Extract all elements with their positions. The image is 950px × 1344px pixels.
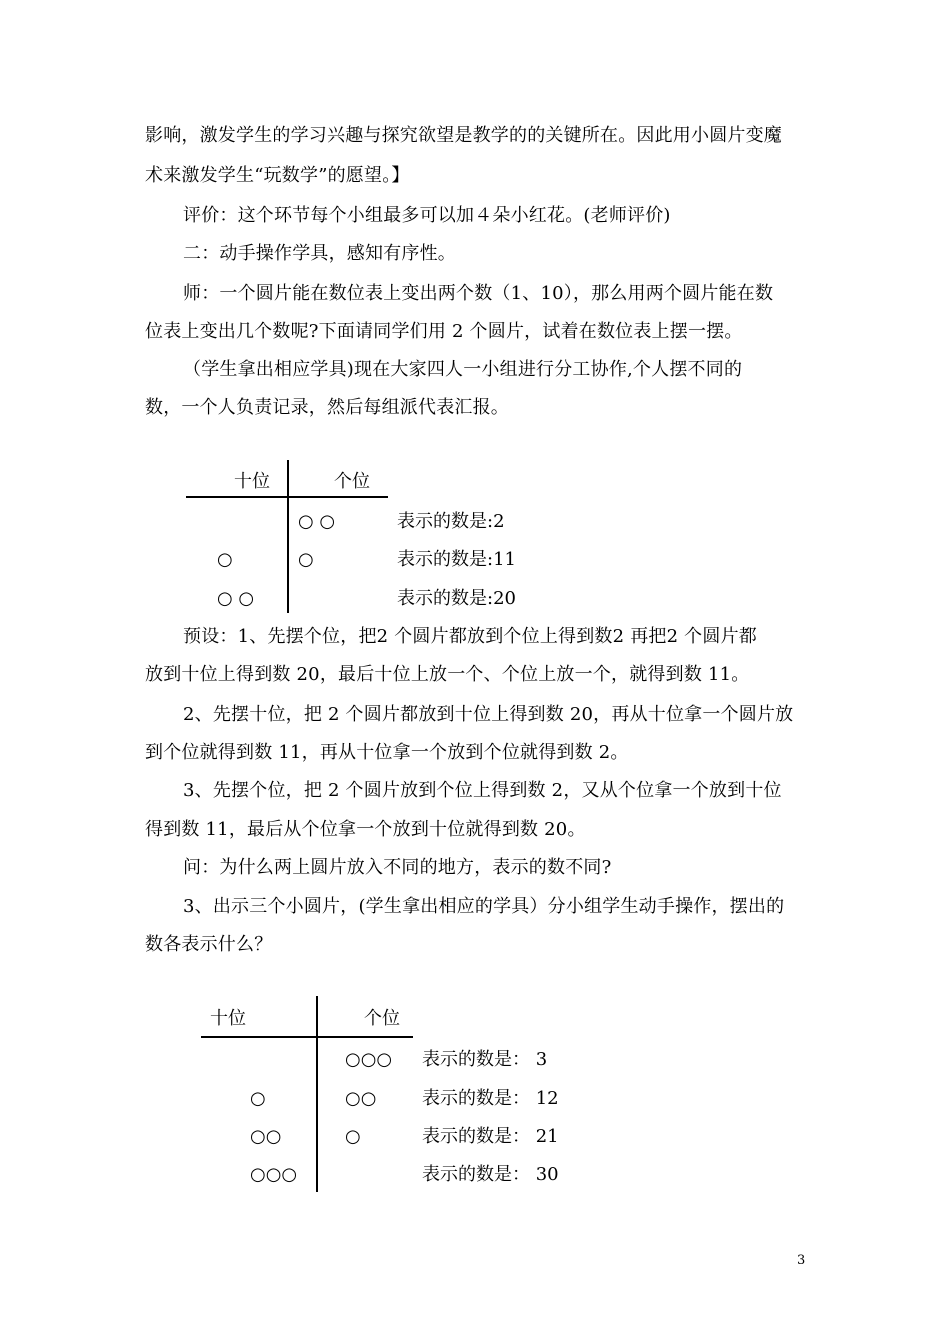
- question-paragraph: 问：为什么两上圆片放入不同的地方，表示的数不同?: [183, 857, 612, 878]
- ones-circles: ○ ○: [298, 511, 336, 532]
- number-label: 表示的数是： 30: [422, 1164, 559, 1185]
- paragraph-line: 放到十位上得到数 20，最后十位上放一个、个位上放一个，就得到数 11。: [145, 664, 750, 685]
- table-header-divider: [186, 496, 388, 498]
- tens-circles: ○: [250, 1088, 266, 1109]
- ones-circles: ○○○: [345, 1049, 393, 1070]
- number-label: 表示的数是： 12: [422, 1088, 559, 1109]
- table-header-divider: [201, 1036, 413, 1038]
- header-tens: 十位: [234, 471, 270, 492]
- tens-circles: ○○: [250, 1126, 282, 1147]
- table-vertical-divider: [316, 996, 318, 1192]
- paragraph-line: 位表上变出几个数呢?下面请同学们用 2 个圆片，试着在数位表上摆一摆。: [145, 321, 743, 342]
- ones-circles: ○: [345, 1126, 361, 1147]
- paragraph-line: 得到数 11，最后从个位拿一个放到十位就得到数 20。: [145, 819, 586, 840]
- header-tens: 十位: [210, 1008, 246, 1029]
- paragraph-line: 2、先摆十位，把 2 个圆片都放到十位上得到数 20，再从十位拿一个圆片放: [183, 704, 794, 725]
- number-label: 表示的数是： 21: [422, 1126, 559, 1147]
- header-ones: 个位: [334, 471, 370, 492]
- table-vertical-divider: [287, 460, 289, 613]
- ones-circles: ○○: [345, 1088, 377, 1109]
- tens-circles: ○ ○: [217, 588, 255, 609]
- header-ones: 个位: [364, 1008, 400, 1029]
- paragraph-line: 数，一个人负责记录，然后每组派代表汇报。: [145, 397, 509, 418]
- paragraph-line: 师：一个圆片能在数位表上变出两个数（1、10），那么用两个圆片能在数: [183, 283, 774, 304]
- paragraph-line: 术来激发学生“玩数学”的愿望。】: [145, 165, 410, 186]
- paragraph-line: 影响，激发学生的学习兴趣与探究欲望是教学的的关键所在。因此用小圆片变魔: [145, 125, 782, 146]
- page-number: 3: [797, 1253, 806, 1268]
- paragraph-line: 预设：1、先摆个位，把2 个圆片都放到个位上得到数2 再把2 个圆片都: [183, 626, 757, 647]
- paragraph-line: 3、先摆个位，把 2 个圆片放到个位上得到数 2，又从个位拿一个放到十位: [183, 780, 782, 801]
- number-label: 表示的数是:20: [397, 588, 516, 609]
- paragraph-line: 数各表示什么？: [145, 934, 273, 955]
- evaluation-paragraph: 评价：这个环节每个小组最多可以加４朵小红花。(老师评价): [183, 205, 671, 226]
- paragraph-line: 3、出示三个小圆片，(学生拿出相应的学具）分小组学生动手操作，摆出的: [183, 896, 785, 917]
- ones-circles: ○: [298, 549, 314, 570]
- section-heading: 二：动手操作学具，感知有序性。: [183, 243, 456, 264]
- tens-circles: ○○○: [250, 1164, 298, 1185]
- paragraph-line: （学生拿出相应学具)现在大家四人一小组进行分工协作,个人摆不同的: [183, 359, 743, 380]
- tens-circles: ○: [217, 549, 233, 570]
- number-label: 表示的数是:11: [397, 549, 516, 570]
- paragraph-line: 到个位就得到数 11，再从十位拿一个放到个位就得到数 2。: [145, 742, 629, 763]
- number-label: 表示的数是： 3: [422, 1049, 548, 1070]
- number-label: 表示的数是:2: [397, 511, 505, 532]
